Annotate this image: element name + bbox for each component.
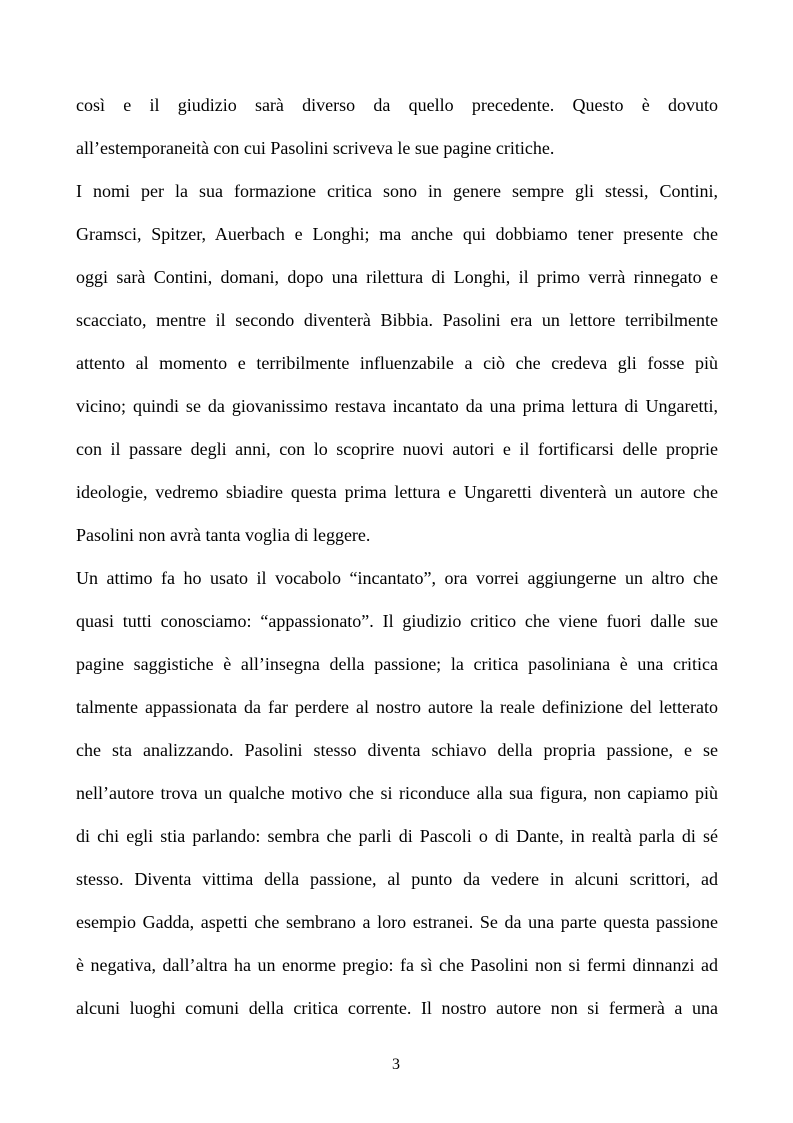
text-line: talmente appassionata da far perdere al nostro autore la reale definizione del letterato <box>76 697 718 717</box>
text-line: quasi tutti conosciamo: “appassionato”. Il giudizio critico che viene fuori dalle sue <box>76 611 718 631</box>
text-line: così e il giudizio sarà diverso da quello precedente. Questo è dovuto <box>76 95 718 115</box>
text-line: scacciato, mentre il secondo diventerà Bibbia. Pasolini era un lettore terribilmente <box>76 310 718 330</box>
text-line: all’estemporaneità con cui Pasolini scriveva le sue pagine critiche. <box>76 138 555 158</box>
text-line: nell’autore trova un qualche motivo che si riconduce alla sua figura, non capiamo più <box>76 783 718 803</box>
text-line: che sta analizzando. Pasolini stesso diventa schiavo della propria passione, e se <box>76 740 718 760</box>
text-line: Gramsci, Spitzer, Auerbach e Longhi; ma anche qui dobbiamo tener presente che <box>76 224 718 244</box>
text-line: ideologie, vedremo sbiadire questa prima lettura e Ungaretti diventerà un autore che <box>76 482 718 502</box>
text-line: Pasolini non avrà tanta voglia di leggere. <box>76 525 371 545</box>
text-line: I nomi per la sua formazione critica sono in genere sempre gli stessi, Contini, <box>76 181 718 201</box>
text-line: pagine saggistiche è all’insegna della passione; la critica pasoliniana è una critica <box>76 654 718 674</box>
text-line: oggi sarà Contini, domani, dopo una rilettura di Longhi, il primo verrà rinnegato e <box>76 267 718 287</box>
text-line: alcuni luoghi comuni della critica corrente. Il nostro autore non si fermerà a una <box>76 998 718 1018</box>
text-line: di chi egli stia parlando: sembra che parli di Pascoli o di Dante, in realtà parla di sé <box>76 826 718 846</box>
page-number: 3 <box>392 1056 400 1073</box>
text-line: è negativa, dall’altra ha un enorme pregio: fa sì che Pasolini non si fermi dinnanzi ad <box>76 955 718 975</box>
text-line: attento al momento e terribilmente influenzabile a ciò che credeva gli fosse più <box>76 353 718 373</box>
text-line: vicino; quindi se da giovanissimo restava incantato da una prima lettura di Ungaretti, <box>76 396 718 416</box>
text-line: con il passare degli anni, con lo scoprire nuovi autori e il fortificarsi delle proprie <box>76 439 718 459</box>
text-line: stesso. Diventa vittima della passione, al punto da vedere in alcuni scrittori, ad <box>76 869 718 889</box>
text-line: esempio Gadda, aspetti che sembrano a loro estranei. Se da una parte questa passione <box>76 912 718 932</box>
text-line: Un attimo fa ho usato il vocabolo “incantato”, ora vorrei aggiungerne un altro che <box>76 568 718 588</box>
